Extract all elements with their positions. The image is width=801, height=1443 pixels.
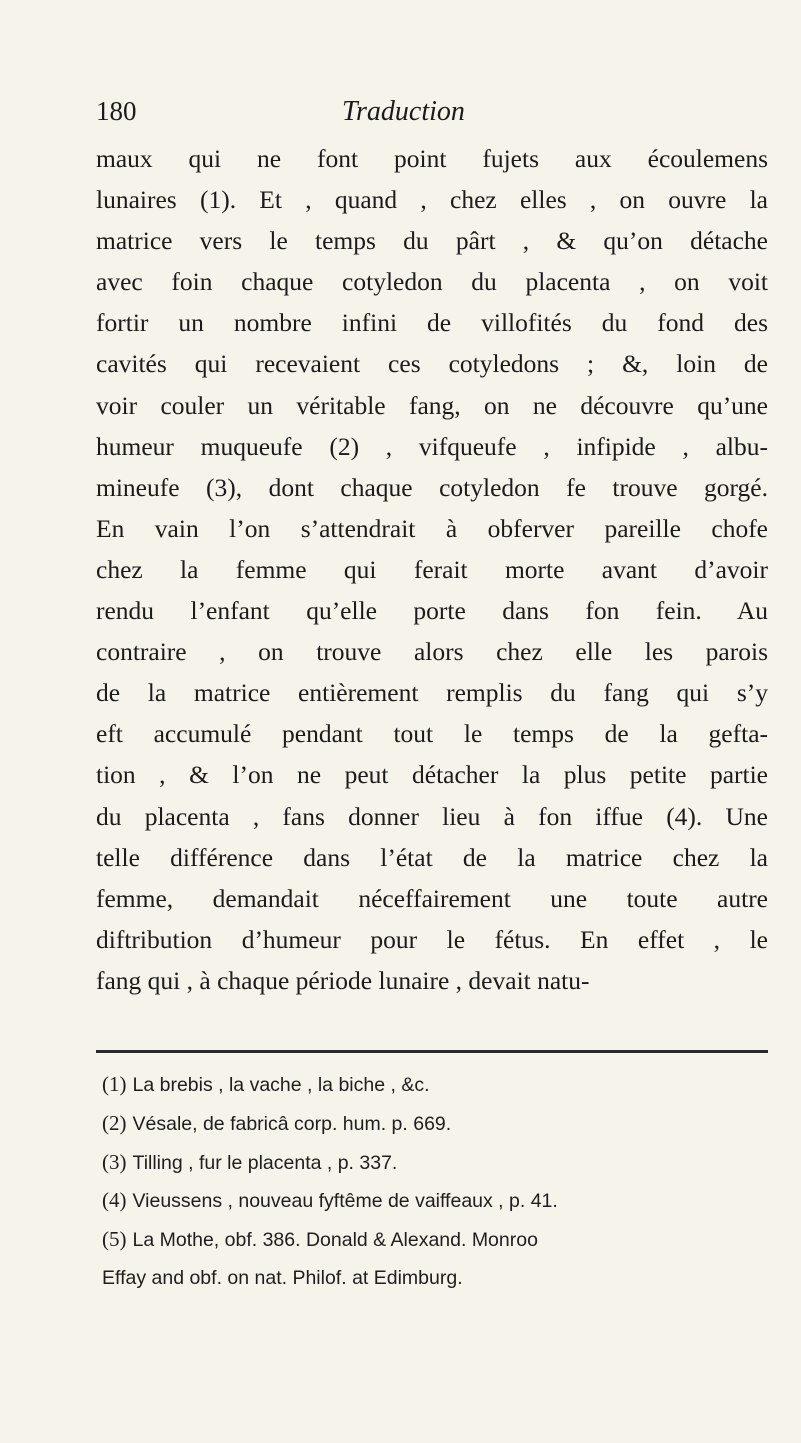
footnote-text: Tilling , fur le placenta , p. 337. [132,1151,398,1174]
body-line: voir couler un véritable fang, on ne découvre qu’une [96,390,768,420]
footnote-1 [102,1066,772,1105]
body-line: maux qui ne font point fujets aux écoulemens [96,144,768,173]
body-line: eft accumulé pendant tout le temps de la gefta- [96,719,768,749]
body-line: contraire , on trouve alors chez elle les parois [96,637,768,667]
body-line: chez la femme qui ferait morte avant d’avoir [96,554,768,584]
footnote-2 [102,1105,772,1144]
footnote-3 [102,1144,772,1183]
body-line: tion , & l’on ne peut détacher la plus petite partie [96,760,768,790]
body-line: lunaires (1). Et , quand , chez elles , on ouvre la [96,185,768,215]
footnote-text: Effay and obf. on nat. Philof. at Edimburg. [102,1266,463,1289]
body-line: humeur muqueufe (2) , vifqueufe , infipide , albu- [96,431,768,461]
footnote-text: La Mothe, obf. 386. Donald & Alexand. Monroo [132,1229,538,1252]
footnote-4 [102,1182,772,1221]
body-line: cavités qui recevaient ces cotyledons ; &, loin de [96,349,768,379]
page-header [96,96,761,136]
footnote-marker: (4) [102,1188,127,1213]
body-line: En vain l’on s’attendrait à obferver pareille chofe [96,513,768,543]
footnote-text: Vieussens , nouveau fyftême de vaiffeaux , p. 41. [132,1190,558,1213]
footnote-marker: (1) [102,1072,127,1096]
body-line: matrice vers le temps du pârt , & qu’on détache [96,226,768,256]
footnote-5 [102,1221,772,1260]
running-title: Traduction [342,96,465,127]
footnote-marker: (3) [102,1149,127,1174]
body-line: rendu l’enfant qu’elle porte dans fon fein. Au [96,596,768,626]
footnote-5-continued [102,1260,772,1298]
body-line: fortir un nombre infini de villofités du fond des [96,308,768,338]
footnote-marker: (2) [102,1110,127,1135]
body-line: telle différence dans l’état de la matrice chez la [96,842,768,872]
body-line: diftribution d’humeur pour le fétus. En effet , le [96,924,768,954]
footnote-text: Vésale, de fabricâ corp. hum. p. 669. [132,1112,452,1135]
footnotes [102,1066,772,1298]
body-line: avec foin chaque cotyledon du placenta , on voit [96,267,768,297]
footnote-marker: (5) [102,1227,127,1252]
footnote-divider [96,1050,768,1053]
body-line: mineufe (3), dont chaque cotyledon fe trouve gorgé. [96,472,768,502]
footnote-text: La brebis , la vache , la biche , &c. [132,1074,430,1096]
body-line: femme, demandait néceffairement une toute autre [96,883,768,913]
body-text [96,138,768,1001]
body-line: de la matrice entièrement remplis du fang qui s’y [96,678,768,708]
page-number: 180 [96,96,137,126]
body-line: fang qui , à chaque période lunaire , devait natu- [96,965,590,995]
body-line: du placenta , fans donner lieu à fon iffue (4). Une [96,801,768,831]
